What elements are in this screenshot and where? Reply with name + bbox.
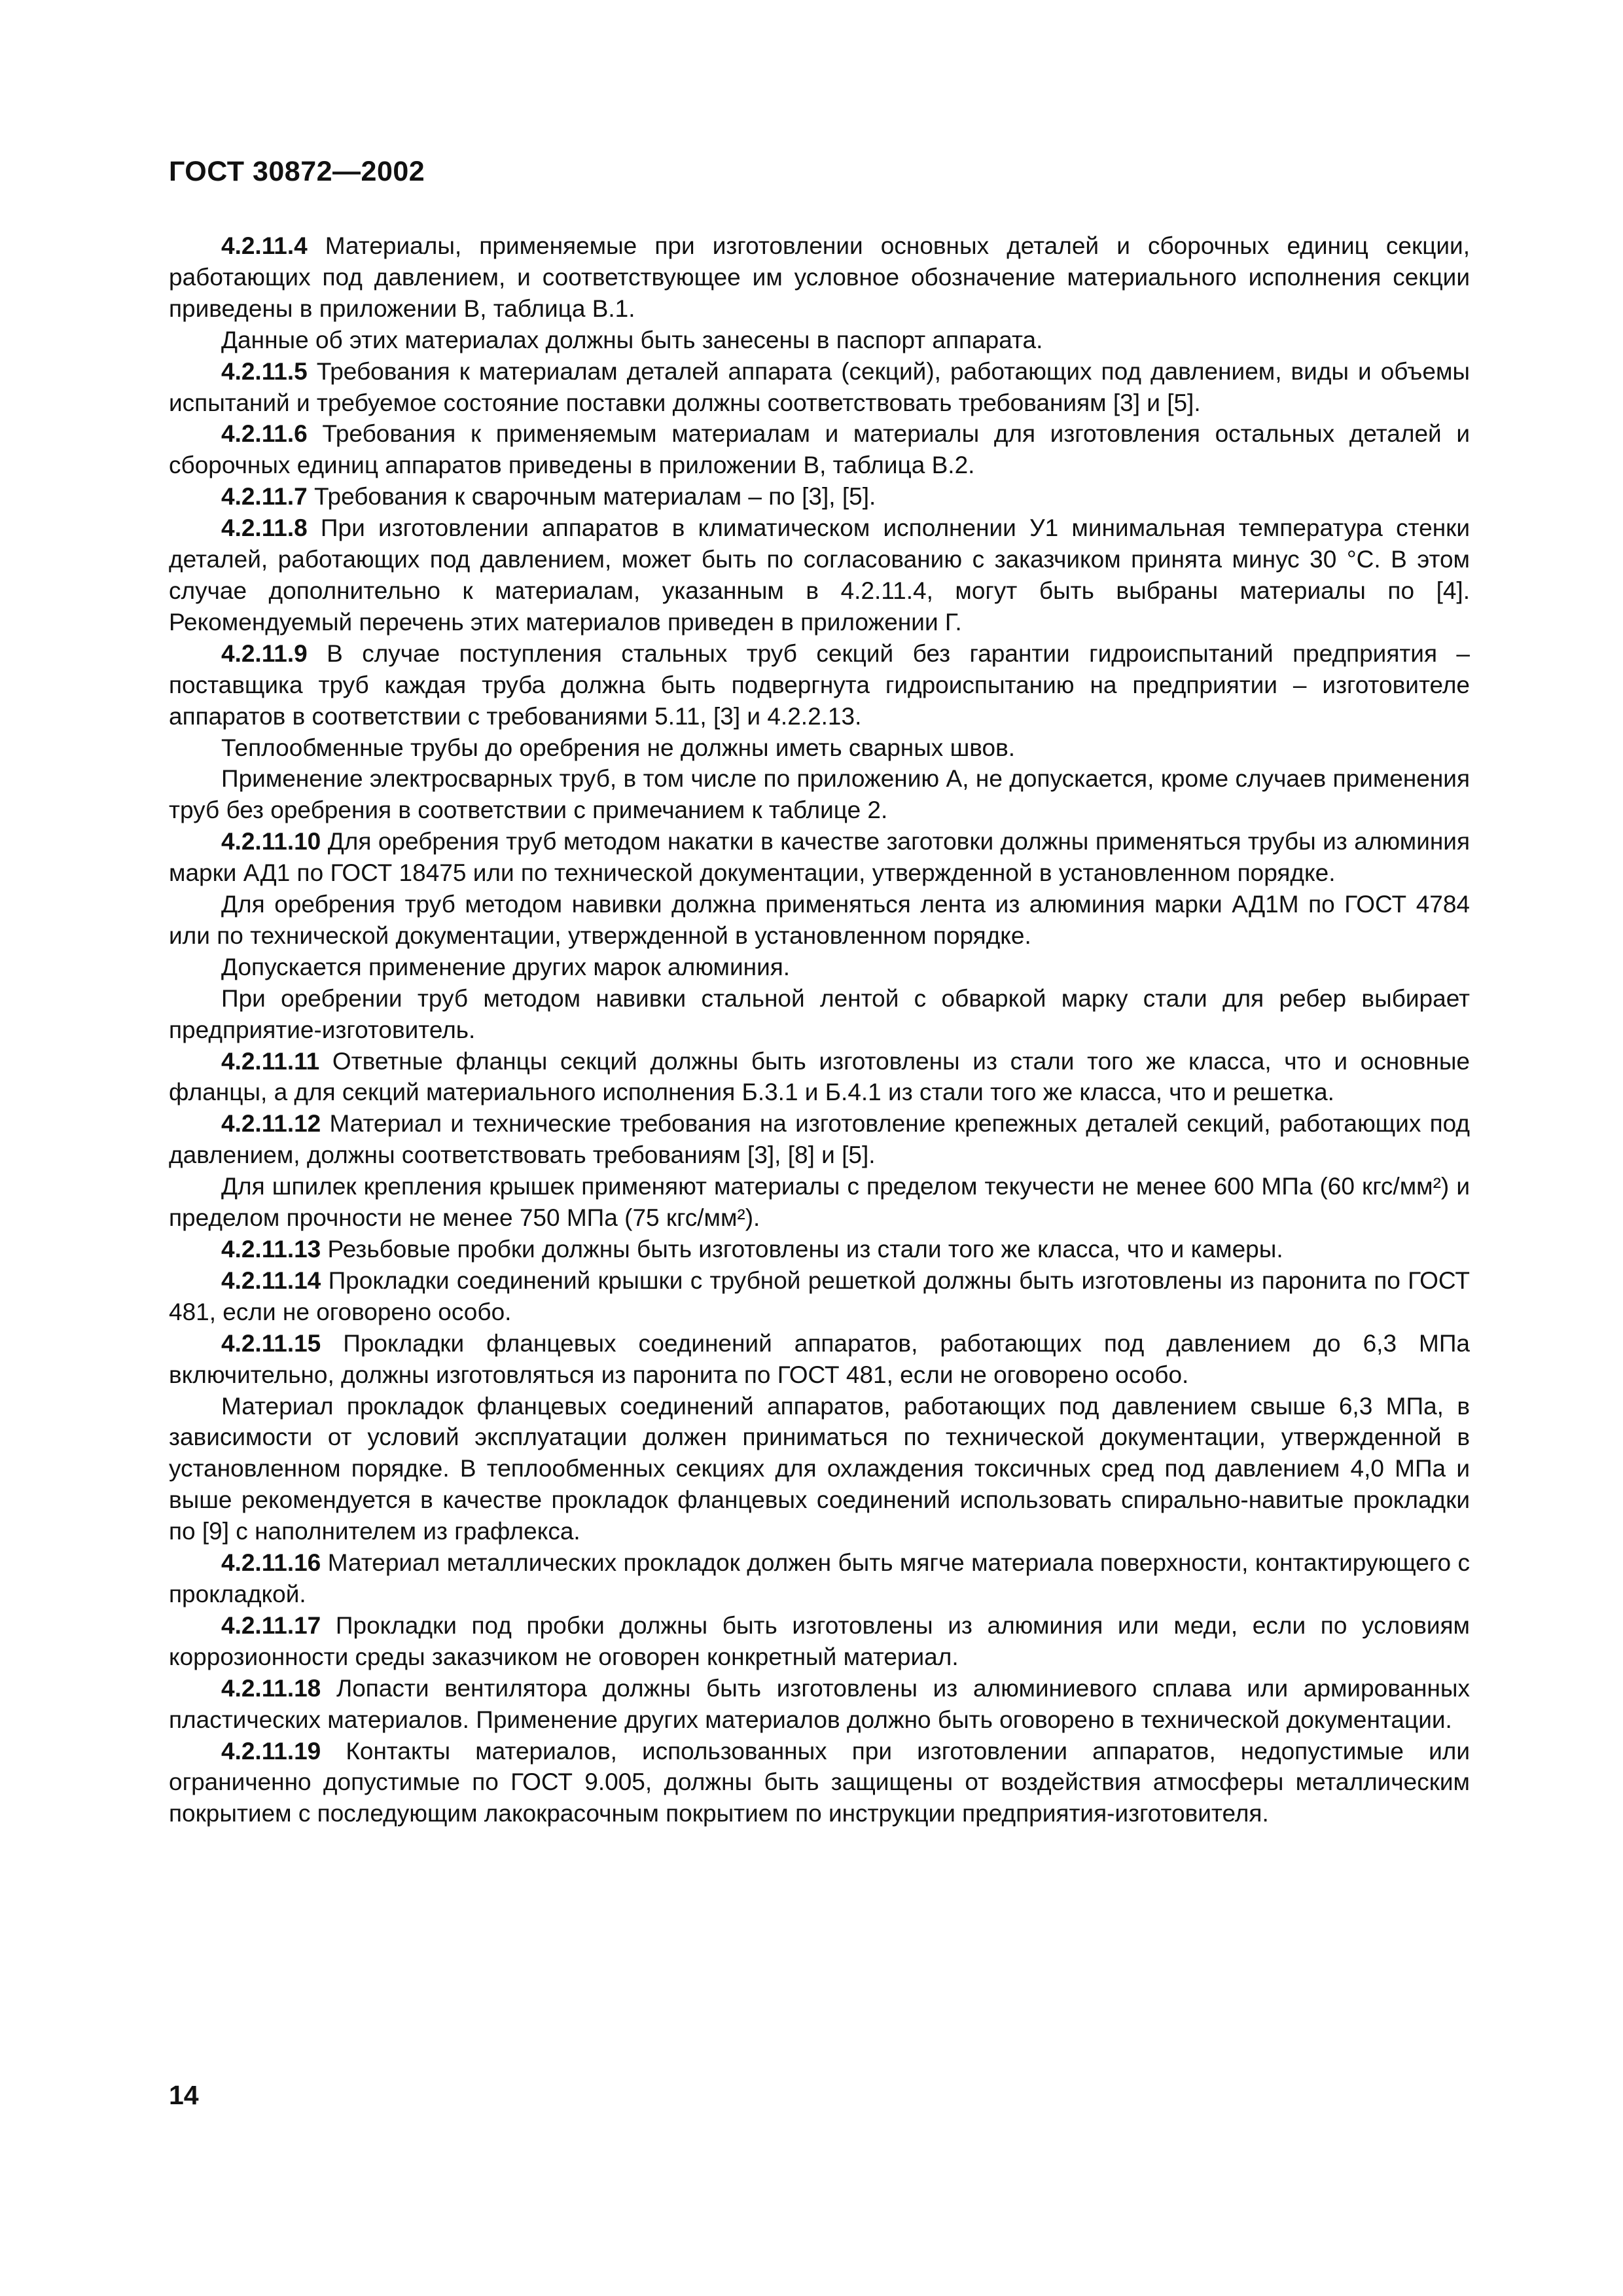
paragraph <box>169 1391 1470 1548</box>
paragraph <box>169 1171 1470 1234</box>
clause-number: 4.2.11.18 <box>221 1674 321 1702</box>
paragraph <box>169 826 1470 889</box>
paragraph-text: В случае поступления стальных труб секций без гарантии гидроиспытаний предприятия – поставщика труб каждая труба должна быть подвергнута гидроиспытанию на предприятии – изготовителе аппаратов в соответствии с требованиями 5.11, [3] и 4.2.2.13. <box>169 639 1470 730</box>
clause-number: 4.2.11.19 <box>221 1737 321 1765</box>
clause-number: 4.2.11.12 <box>221 1110 321 1138</box>
paragraph-text: Для шпилек крепления крышек применяют материалы с пределом текучести не менее 600 МПа (60 кгс/мм²) и пределом прочности не менее 750 МПа (75 кгс/мм²). <box>169 1173 1470 1232</box>
clause-number: 4.2.11.4 <box>221 232 308 259</box>
paragraph <box>169 512 1470 638</box>
paragraph <box>169 1234 1470 1265</box>
paragraph <box>169 983 1470 1046</box>
paragraph-text: Требования к применяемым материалам и материалы для изготовления остальных деталей и сборочных единиц аппаратов приведены в приложении В, таблица В.2. <box>169 420 1470 479</box>
paragraph <box>169 418 1470 481</box>
clause-number: 4.2.11.16 <box>221 1549 321 1577</box>
paragraph <box>169 1736 1470 1830</box>
paragraph <box>169 1265 1470 1328</box>
document-header: ГОСТ 30872—2002 <box>169 156 425 187</box>
paragraph <box>169 356 1470 419</box>
paragraph <box>169 1547 1470 1610</box>
paragraph <box>169 325 1470 356</box>
paragraph <box>169 1328 1470 1391</box>
paragraph-text: Контакты материалов, использованных при изготовлении аппаратов, недопустимые или ограниченно допустимые по ГОСТ 9.005, должны быть защищены от воздействия атмосферы металлическим покрытием с последующим лакокрасочным покрытием по инструкции предприятия-изготовителя. <box>169 1737 1470 1827</box>
paragraph-text: Лопасти вентилятора должны быть изготовлены из алюминиевого сплава или армированных пластических материалов. Применение других материалов должно быть оговорено в технической документации. <box>169 1674 1470 1733</box>
paragraph-text: Материалы, применяемые при изготовлении основных деталей и сборочных единиц секции, работающих под давлением, и соответствующее им условное обозначение материального исполнения секции приведены в приложении В, таблица В.1. <box>169 232 1470 322</box>
paragraph-text: Требования к материалам деталей аппарата (секций), работающих под давлением, виды и объемы испытаний и требуемое состояние поставки должны соответствовать требованиям [3] и [5]. <box>169 357 1470 416</box>
paragraph-text: Допускается применение других марок алюминия. <box>221 953 791 980</box>
clause-number: 4.2.11.10 <box>221 828 321 855</box>
paragraph <box>169 732 1470 764</box>
clause-number: 4.2.11.14 <box>221 1266 321 1294</box>
paragraph <box>169 763 1470 826</box>
clause-number: 4.2.11.7 <box>221 483 308 511</box>
clause-number: 4.2.11.5 <box>221 357 308 385</box>
clause-number: 4.2.11.13 <box>221 1236 321 1263</box>
paragraph <box>169 1046 1470 1109</box>
paragraph-text: Ответные фланцы секций должны быть изготовлены из стали того же класса, что и основные фланцы, а для секций материального исполнения Б.3.1 и Б.4.1 из стали того же класса, что и решетка. <box>169 1047 1470 1106</box>
clause-number: 4.2.11.6 <box>221 420 308 448</box>
paragraph-text: Для оребрения труб методом навивки должна применяться лента из алюминия марки АД1М по ГОСТ 4784 или по технической документации, утвержденной в установленном порядке. <box>169 891 1470 949</box>
page-number: 14 <box>169 2080 199 2110</box>
document-body <box>169 230 1470 1829</box>
paragraph-text: Материал и технические требования на изготовление крепежных деталей секций, работающих под давлением, должны соответствовать требованиям [3], [8] и [5]. <box>169 1110 1470 1169</box>
paragraph-text: Требования к сварочным материалам – по [3], [5]. <box>307 483 876 511</box>
paragraph-text: Материал прокладок фланцевых соединений аппаратов, работающих под давлением свыше 6,3 МПа, в зависимости от условий эксплуатации должен приниматься по технической документации, утвержденной в установленном порядке. В теплообменных секциях для охлаждения токсичных сред под давлением 4,0 МПа и выше рекомендуется в качестве прокладок фланцевых соединений использовать спирально-навитые прокладки по [9] с наполнителем из графлекса. <box>169 1392 1470 1545</box>
paragraph <box>169 952 1470 983</box>
paragraph-text: Применение электросварных труб, в том числе по приложению А, не допускается, кроме случаев применения труб без оребрения в соответствии с примечанием к таблице 2. <box>169 765 1470 824</box>
clause-number: 4.2.11.11 <box>221 1047 320 1075</box>
clause-number: 4.2.11.17 <box>221 1611 321 1639</box>
paragraph <box>169 1673 1470 1736</box>
paragraph <box>169 230 1470 325</box>
paragraph-text: Для оребрения труб методом накатки в качестве заготовки должны применяться трубы из алюминия марки АД1 по ГОСТ 18475 или по технической документации, утвержденной в установленном порядке. <box>169 828 1470 887</box>
clause-number: 4.2.11.15 <box>221 1329 321 1357</box>
paragraph-text: Прокладки фланцевых соединений аппаратов, работающих под давлением до 6,3 МПа включительно, должны изготовляться из паронита по ГОСТ 481, если не оговорено особо. <box>169 1329 1470 1388</box>
clause-number: 4.2.11.8 <box>221 514 308 542</box>
paragraph <box>169 481 1470 512</box>
paragraph <box>169 889 1470 952</box>
paragraph-text: Теплообменные трубы до оребрения не должны иметь сварных швов. <box>221 734 1016 761</box>
paragraph-text: При оребрении труб методом навивки стальной лентой с обваркой марку стали для ребер выбирает предприятие-изготовитель. <box>169 984 1470 1043</box>
paragraph <box>169 1610 1470 1673</box>
paragraph-text: Резьбовые пробки должны быть изготовлены из стали того же класса, что и камеры. <box>321 1236 1283 1263</box>
paragraph-text: Прокладки соединений крышки с трубной решеткой должны быть изготовлены из паронита по ГОСТ 481, если не оговорено особо. <box>169 1266 1470 1325</box>
paragraph <box>169 638 1470 732</box>
paragraph <box>169 1108 1470 1171</box>
paragraph-text: При изготовлении аппаратов в климатическом исполнении У1 минимальная температура стенки деталей, работающих под давлением, может быть по согласованию с заказчиком принята минус 30 °С. В этом случае дополнительно к материалам, указанным в 4.2.11.4, могут быть выбраны материалы по [4]. Рекомендуемый перечень этих материалов приведен в приложении Г. <box>169 514 1470 636</box>
paragraph-text: Прокладки под пробки должны быть изготовлены из алюминия или меди, если по условиям коррозионности среды заказчиком не оговорен конкретный материал. <box>169 1611 1470 1670</box>
paragraph-text: Материал металлических прокладок должен быть мягче материала поверхности, контактирующего с прокладкой. <box>169 1549 1470 1607</box>
paragraph-text: Данные об этих материалах должны быть занесены в паспорт аппарата. <box>221 326 1043 353</box>
clause-number: 4.2.11.9 <box>221 639 308 667</box>
